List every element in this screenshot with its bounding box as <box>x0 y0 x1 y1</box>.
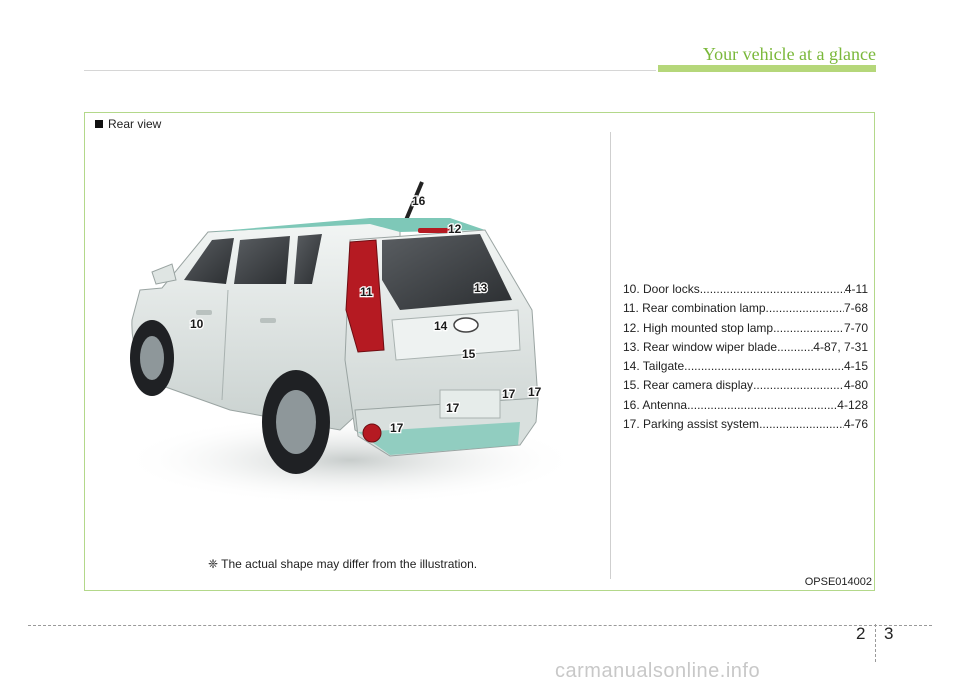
header-accent-bar <box>658 65 876 72</box>
figure-divider <box>610 132 611 579</box>
callout-17-c <box>528 385 542 399</box>
callout-12 <box>448 222 462 236</box>
vehicle-rear-illustration <box>100 160 600 520</box>
callout-10 <box>190 317 204 331</box>
callout-15 <box>462 347 476 361</box>
side-mirror <box>152 264 176 284</box>
callout-16 <box>412 194 426 208</box>
callout-11 <box>360 285 373 299</box>
svg-text:17: 17 <box>446 401 460 415</box>
header-rule <box>84 70 656 71</box>
figure-code: OPSE014002 <box>804 576 872 588</box>
svg-text:12: 12 <box>448 222 462 236</box>
svg-text:16: 16 <box>412 194 426 208</box>
parts-list <box>623 280 868 434</box>
middle-side-window <box>234 236 290 284</box>
parts-list-item: 11. Rear combination lamp ..... 7-68 <box>623 299 868 318</box>
front-wheel-rim <box>140 336 164 380</box>
parts-list-item: 17. Parking assist system ..... 4-76 <box>623 415 868 434</box>
front-door-handle <box>196 310 212 315</box>
square-bullet-icon <box>95 120 103 128</box>
callout-13 <box>474 281 488 295</box>
parts-list-item: 14. Tailgate ..... 4-15 <box>623 357 868 376</box>
chapter-number: 2 <box>856 624 866 643</box>
svg-text:11: 11 <box>360 285 373 299</box>
parts-list-item: 15. Rear camera display ..... 4-80 <box>623 376 868 395</box>
rear-door-handle <box>260 318 276 323</box>
parts-list-item: 12. High mounted stop lamp ..... 7-70 <box>623 319 868 338</box>
section-label-text: Rear view <box>108 117 162 131</box>
svg-text:15: 15 <box>462 347 476 361</box>
svg-text:14: 14 <box>434 319 448 333</box>
page-header-title: Your vehicle at a glance <box>702 44 876 64</box>
rear-reflector <box>363 424 381 442</box>
svg-text:10: 10 <box>190 317 204 331</box>
page-number: 3 <box>884 624 894 643</box>
section-label <box>95 117 161 131</box>
parts-list-item: 16. Antenna ..... 4-128 <box>623 396 868 415</box>
svg-text:17: 17 <box>528 385 542 399</box>
callout-17-a <box>446 401 460 415</box>
page-number-separator <box>875 624 876 662</box>
brand-logo-icon <box>454 318 478 332</box>
svg-text:17: 17 <box>390 421 404 435</box>
callout-17-b <box>502 387 516 401</box>
parts-list-item: 10. Door locks ..... 4-11 <box>623 280 868 299</box>
svg-text:17: 17 <box>502 387 516 401</box>
footer-rule <box>28 625 932 626</box>
callout-14 <box>434 319 448 333</box>
callout-17-d <box>390 421 404 435</box>
parts-list-item: 13. Rear window wiper blade ..... 4-87, 7-31 <box>623 338 868 357</box>
rear-wheel-rim <box>276 390 316 454</box>
illustration-note: ❈ The actual shape may differ from the illustration. <box>208 557 478 571</box>
watermark-text: carmanualsonline.info <box>555 660 761 682</box>
svg-text:13: 13 <box>474 281 488 295</box>
